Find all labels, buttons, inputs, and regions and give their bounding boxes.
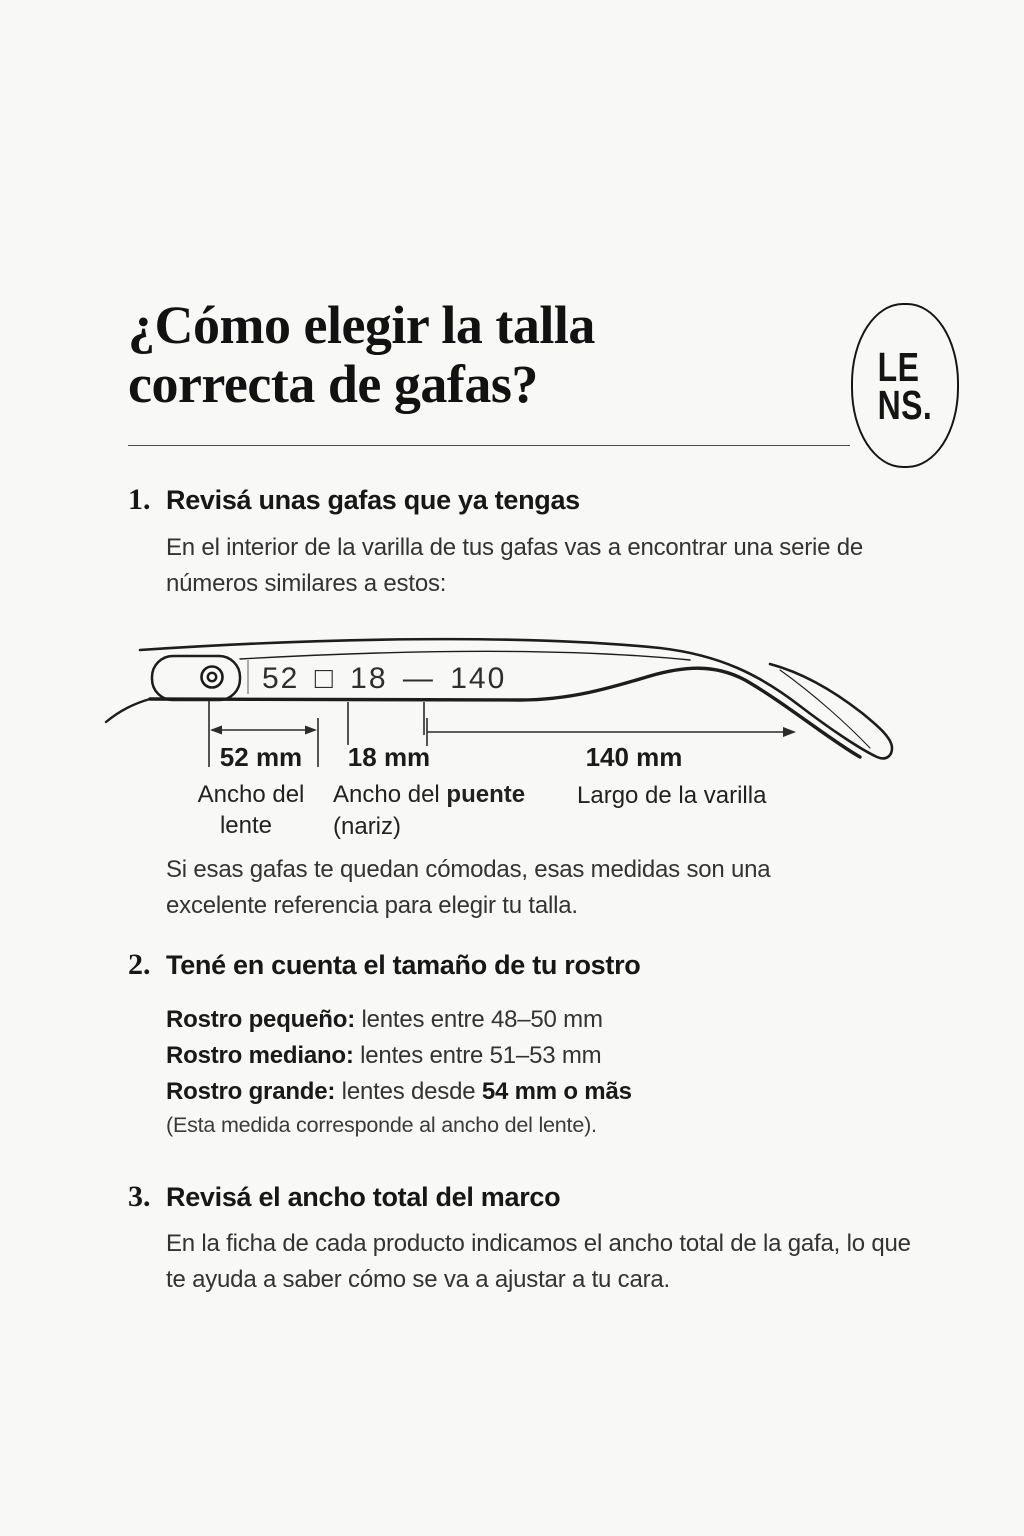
face-size-small-range: lentes entre 48–50 mm [355, 1006, 603, 1033]
brand-logo [851, 303, 959, 468]
section-2-number: 2. [128, 948, 151, 981]
section-1-title: Revisá unas gafas que ya tengas [166, 485, 580, 515]
bridge-width-label-regular: Ancho del [333, 781, 447, 808]
section-1-paragraph: En el interior de la varilla de tus gafas vas a encontrar una serie de números similares a estos: [166, 534, 864, 597]
section-2-heading [128, 948, 641, 982]
lens-width-label-line2: lente [219, 812, 273, 839]
face-size-large-suffix: 54 mm o mãs [481, 1078, 632, 1105]
face-size-item-medium [166, 1038, 632, 1074]
section-1-number: 1. [128, 483, 151, 516]
temple-arm-outline [106, 639, 892, 758]
section-3-heading [128, 1180, 560, 1214]
face-size-medium-range: lentes entre 51–53 mm [353, 1042, 602, 1069]
section-1-heading [128, 483, 580, 517]
bridge-width-label-bold: puente [446, 781, 526, 808]
brand-logo-line2: NS. [877, 381, 933, 428]
face-size-list [166, 1002, 632, 1110]
section-2-title: Tené en cuenta el tamaño de tu rostro [166, 950, 641, 980]
bridge-width-value: 18 mm [347, 742, 431, 772]
temple-length-label: Largo de la varilla [577, 782, 767, 809]
face-size-note: (Esta medida corresponde al ancho del lente). [166, 1113, 597, 1137]
section-1-paragraph-after: Si esas gafas te quedan cómodas, esas medidas son una excelente referencia para elegir tu talla. [166, 856, 771, 919]
brand-logo-text [877, 343, 933, 428]
face-size-large-range: lentes desde [335, 1078, 482, 1105]
lens-width-value: 52 mm [219, 742, 303, 772]
brand-logo-line1: LE [877, 343, 920, 390]
face-size-item-small [166, 1002, 632, 1038]
hinge-screw-icon [202, 667, 223, 688]
temple-size-marking: 52 □ 18 — 140 [262, 662, 507, 695]
glasses-temple-illustration [95, 620, 925, 865]
page-title-line1: ¿Cómo elegir la talla [128, 295, 595, 355]
bridge-width-label [333, 781, 525, 808]
face-size-small-label: Rostro pequeño: [166, 1006, 355, 1033]
page-title-line2: correcta de gafas? [128, 354, 538, 414]
face-size-large-label: Rostro grande: [166, 1078, 336, 1105]
face-size-item-large [166, 1074, 632, 1110]
section-3-title: Revisá el ancho total del marco [166, 1182, 561, 1212]
title-divider [128, 445, 850, 446]
section-3-paragraph: En la ficha de cada producto indicamos el ancho total de la gafa, lo que te ayuda a saber cómo se va a ajustar a tu cara. [166, 1230, 911, 1293]
bridge-width-label-line2: (nariz) [333, 813, 402, 840]
section-3-number: 3. [128, 1180, 151, 1213]
temple-length-value: 140 mm [585, 742, 683, 772]
lens-width-label-line1: Ancho del [197, 781, 305, 808]
page-title [128, 296, 595, 414]
face-size-medium-label: Rostro mediano: [166, 1042, 354, 1069]
